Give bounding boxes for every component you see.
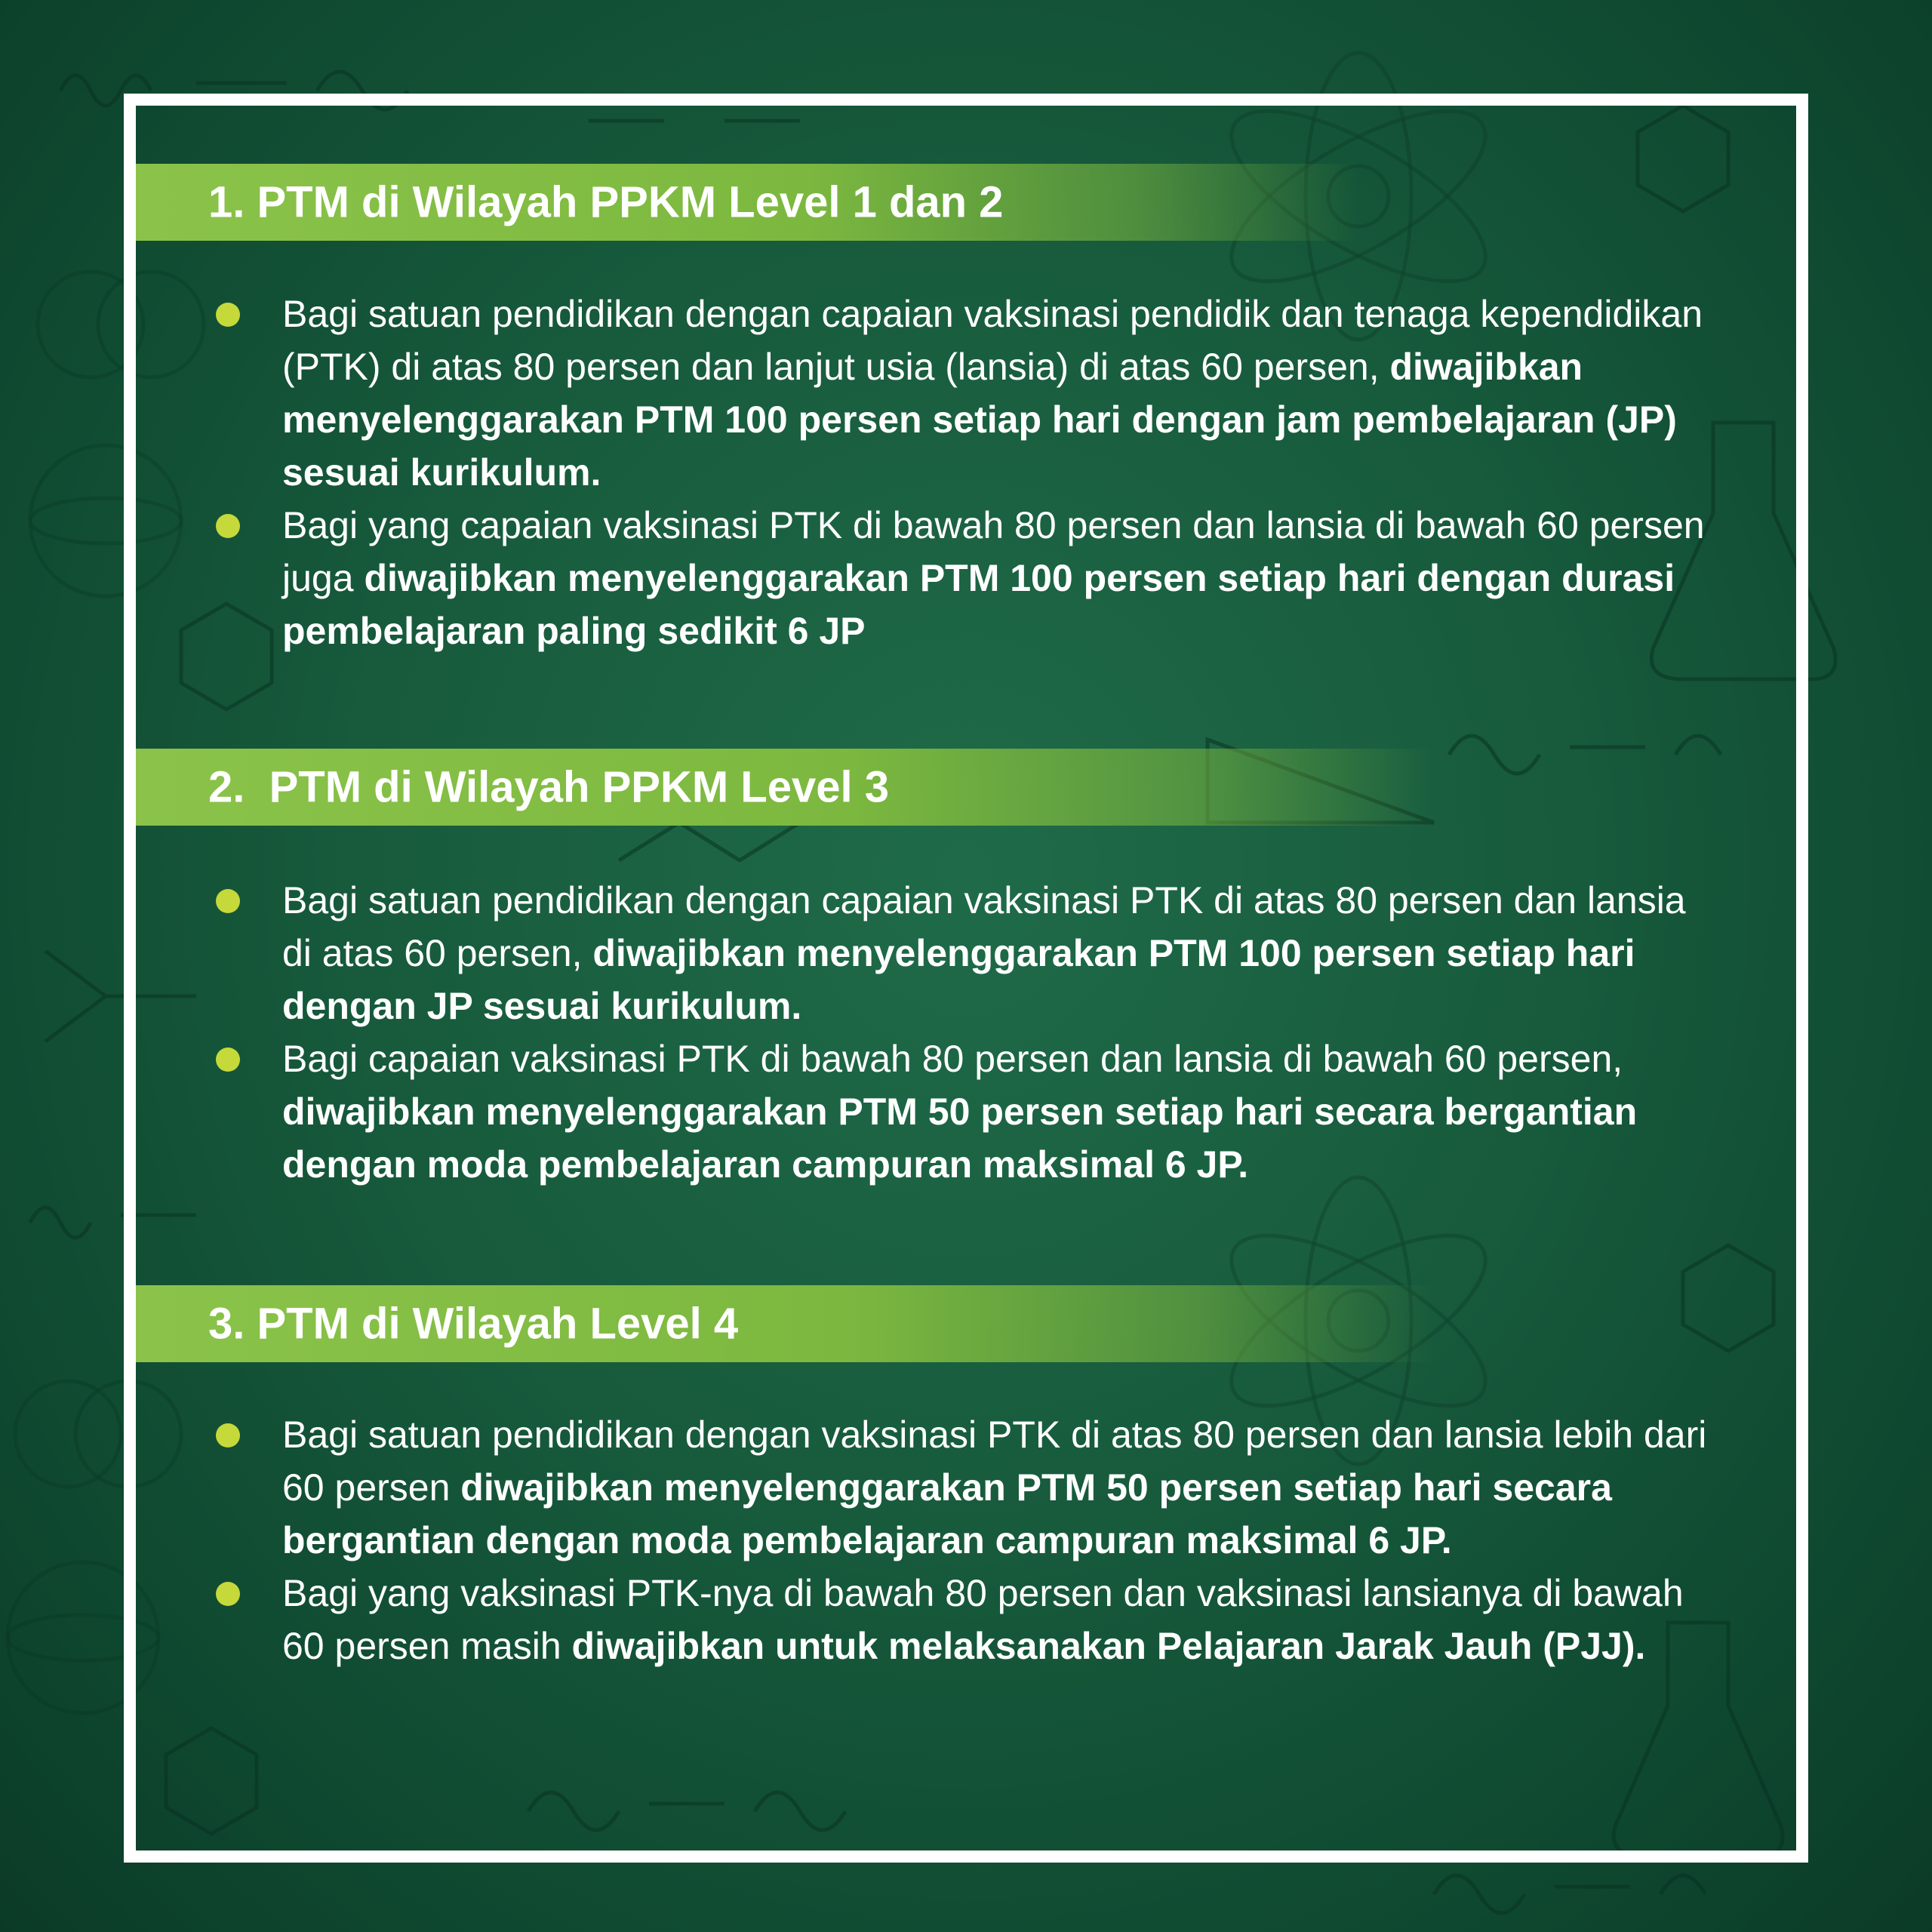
section-3-list: [282, 1408, 1716, 1672]
list-item: [282, 288, 1716, 499]
list-item: [282, 874, 1716, 1032]
item-text: Bagi satuan pendidikan dengan capaian vaksinasi PTK di atas 80 persen dan lansia di atas 60 persen,: [282, 879, 1686, 974]
bullet-icon: [216, 889, 240, 913]
section-3-title: 3. PTM di Wilayah Level 4: [208, 1299, 739, 1349]
list-item: [282, 1408, 1716, 1567]
list-item: [282, 1032, 1716, 1191]
bullet-icon: [216, 1423, 240, 1447]
item-emphasis: diwajibkan menyelenggarakan PTM 100 persen setiap hari dengan JP sesuai kurikulum.: [282, 932, 1635, 1027]
item-emphasis: diwajibkan menyelenggarakan PTM 50 persen setiap hari secara bergantian dengan moda pembelajaran campuran maksimal 6 JP.: [282, 1091, 1638, 1186]
item-emphasis: diwajibkan untuk melaksanakan Pelajaran Jarak Jauh (PJJ).: [571, 1625, 1646, 1667]
item-emphasis: diwajibkan menyelenggarakan PTM 100 persen setiap hari dengan jam pembelajaran (JP) sesuai kurikulum.: [282, 346, 1677, 494]
squiggle-doodle-right-bottom: [1434, 1875, 1706, 1913]
item-text: Bagi satuan pendidikan dengan vaksinasi PTK di atas 80 persen dan lansia lebih dari 60 persen: [282, 1414, 1707, 1509]
section-1-title: 1. PTM di Wilayah PPKM Level 1 dan 2: [208, 177, 1004, 227]
bullet-icon: [216, 1048, 240, 1072]
section-1-list: [282, 288, 1716, 657]
item-text: Bagi yang vaksinasi PTK-nya di bawah 80 persen dan vaksinasi lansianya di bawah 60 persen masih: [282, 1572, 1684, 1667]
section-2-title: 2. PTM di Wilayah PPKM Level 3: [208, 762, 889, 812]
item-text: Bagi yang capaian vaksinasi PTK di bawah 80 persen dan lansia di bawah 60 persen juga: [282, 504, 1705, 599]
list-item: [282, 1567, 1716, 1672]
section-2-list: [282, 874, 1716, 1191]
bullet-icon: [216, 514, 240, 538]
bullet-icon: [216, 303, 240, 327]
item-emphasis: diwajibkan menyelenggarakan PTM 100 persen setiap hari dengan durasi pembelajaran paling sedikit 6 JP: [282, 557, 1675, 652]
item-text: Bagi satuan pendidikan dengan capaian vaksinasi pendidik dan tenaga kependidikan (PTK) di atas 80 persen dan lanjut usia (lansia) di atas 60 persen,: [282, 293, 1703, 388]
list-item: [282, 499, 1716, 657]
item-emphasis: diwajibkan menyelenggarakan PTM 50 persen setiap hari secara bergantian dengan moda pembelajaran campuran maksimal 6 JP.: [282, 1466, 1612, 1561]
section-1-header-band: [136, 164, 1358, 241]
item-text: Bagi capaian vaksinasi PTK di bawah 80 persen dan lansia di bawah 60 persen,: [282, 1038, 1623, 1080]
section-2-header-band: [136, 749, 1434, 826]
section-3-header-band: [136, 1285, 1434, 1362]
bullet-icon: [216, 1582, 240, 1606]
